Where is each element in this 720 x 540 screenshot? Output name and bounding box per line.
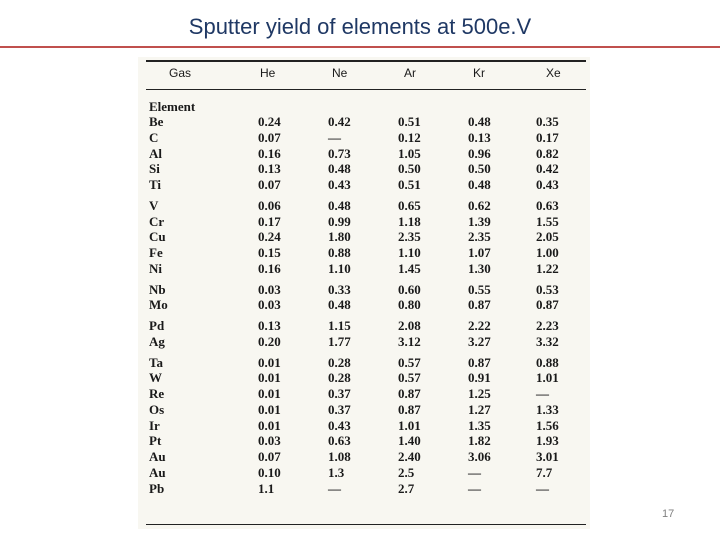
header-he: He (260, 66, 276, 80)
he-yield-cell: 0.01 (258, 401, 281, 417)
table-row (138, 418, 590, 434)
xe-yield-cell: 3.32 (536, 333, 559, 349)
kr-yield-cell: 0.87 (468, 354, 491, 370)
xe-yield-cell: 2.05 (536, 229, 559, 245)
ne-yield-cell: 0.37 (328, 386, 351, 401)
table-row (138, 334, 590, 350)
sputter-yield-table (138, 57, 590, 529)
table-row (138, 229, 590, 245)
ar-yield-cell: 0.60 (398, 281, 421, 297)
xe-yield-cell: 1.55 (536, 213, 559, 229)
element-cell: Cu (149, 229, 166, 245)
table-bottom-rule (146, 524, 586, 525)
ar-yield-cell: 2.35 (398, 229, 421, 245)
element-cell: Ti (149, 177, 162, 192)
element-cell: Os (149, 401, 165, 417)
ne-yield-cell: 1.3 (328, 464, 345, 480)
he-yield-cell: 0.20 (258, 333, 281, 349)
xe-yield-cell: — (536, 386, 549, 401)
kr-yield-cell: 0.91 (468, 370, 491, 386)
header-ne: Ne (332, 66, 348, 80)
ne-yield-cell: 0.43 (328, 177, 351, 192)
table-row (138, 114, 590, 130)
page-number: 17 (662, 508, 675, 520)
table-header-row (138, 66, 590, 84)
kr-yield-cell: 1.82 (468, 433, 491, 449)
ne-yield-cell: — (328, 129, 341, 145)
element-cell: Al (149, 145, 162, 161)
table-row (138, 130, 590, 146)
xe-yield-cell: 1.93 (536, 433, 559, 449)
kr-yield-cell: 0.13 (468, 129, 491, 145)
ne-yield-cell: — (328, 480, 341, 496)
ar-yield-cell: 0.65 (398, 197, 421, 213)
table-row (138, 318, 590, 334)
he-yield-cell: 0.01 (258, 386, 281, 401)
element-cell: Pt (149, 433, 162, 449)
he-yield-cell: 0.13 (258, 161, 281, 177)
he-yield-cell: 0.17 (258, 213, 281, 229)
ar-yield-cell: 1.10 (398, 245, 421, 260)
ar-yield-cell: 1.40 (398, 433, 421, 449)
element-cell: Ta (149, 354, 163, 370)
element-cell: W (149, 370, 162, 386)
kr-yield-cell: 2.22 (468, 318, 491, 333)
ne-yield-cell: 0.43 (328, 417, 351, 433)
table-body (138, 114, 590, 496)
ne-yield-cell: 0.28 (328, 354, 351, 370)
xe-yield-cell: 0.53 (536, 281, 559, 297)
he-yield-cell: 0.01 (258, 417, 281, 433)
ne-yield-cell: 0.48 (328, 197, 351, 213)
kr-yield-cell: 3.27 (468, 333, 491, 349)
kr-yield-cell: 1.07 (468, 245, 491, 260)
kr-yield-cell: 1.25 (468, 386, 491, 401)
ne-yield-cell: 1.10 (328, 260, 351, 276)
kr-yield-cell: 0.48 (468, 177, 491, 192)
element-cell: Ag (149, 333, 165, 349)
ar-yield-cell: 2.5 (398, 464, 415, 480)
ar-yield-cell: 1.01 (398, 417, 421, 433)
header-kr: Kr (473, 66, 485, 80)
ne-yield-cell: 0.33 (328, 281, 351, 297)
kr-yield-cell: 1.27 (468, 401, 491, 417)
he-yield-cell: 0.16 (258, 145, 281, 161)
xe-yield-cell: 0.88 (536, 354, 559, 370)
xe-yield-cell: 0.43 (536, 177, 559, 192)
ne-yield-cell: 1.77 (328, 333, 351, 349)
table-row (138, 261, 590, 277)
table-row (138, 370, 590, 386)
ne-yield-cell: 0.63 (328, 433, 351, 449)
he-yield-cell: 1.1 (258, 480, 275, 496)
element-cell: C (149, 129, 159, 145)
ar-yield-cell: 0.51 (398, 114, 421, 129)
xe-yield-cell: 0.82 (536, 145, 559, 161)
he-yield-cell: 0.24 (258, 114, 281, 129)
ar-yield-cell: 1.45 (398, 260, 421, 276)
kr-yield-cell: 0.87 (468, 297, 491, 313)
he-yield-cell: 0.03 (258, 281, 281, 297)
xe-yield-cell: — (536, 480, 549, 496)
he-yield-cell: 0.15 (258, 245, 281, 260)
ar-yield-cell: 0.12 (398, 129, 421, 145)
xe-yield-cell: 0.63 (536, 197, 559, 213)
table-row (138, 161, 590, 177)
he-yield-cell: 0.07 (258, 177, 281, 192)
ne-yield-cell: 1.80 (328, 229, 351, 245)
he-yield-cell: 0.01 (258, 354, 281, 370)
xe-yield-cell: 1.00 (536, 245, 559, 260)
element-cell: Cr (149, 213, 165, 229)
ar-yield-cell: 2.40 (398, 449, 421, 464)
table-row (138, 465, 590, 481)
element-cell: Ni (149, 260, 162, 276)
xe-yield-cell: 3.01 (536, 449, 559, 464)
element-cell: Pd (149, 318, 165, 333)
ne-yield-cell: 0.48 (328, 161, 351, 177)
kr-yield-cell: 0.96 (468, 145, 491, 161)
he-yield-cell: 0.06 (258, 197, 281, 213)
element-column-caption: Element (149, 99, 196, 114)
table-row (138, 146, 590, 162)
table-row (138, 481, 590, 497)
xe-yield-cell: 2.23 (536, 318, 559, 333)
ne-yield-cell: 0.28 (328, 370, 351, 386)
table-row (138, 297, 590, 313)
header-gas: Gas (169, 66, 192, 80)
ar-yield-cell: 2.7 (398, 480, 415, 496)
ar-yield-cell: 1.05 (398, 145, 421, 161)
he-yield-cell: 0.24 (258, 229, 281, 245)
he-yield-cell: 0.03 (258, 297, 281, 313)
he-yield-cell: 0.03 (258, 433, 281, 449)
kr-yield-cell: — (468, 464, 481, 480)
kr-yield-cell: 2.35 (468, 229, 491, 245)
xe-yield-cell: 0.87 (536, 297, 559, 313)
ne-yield-cell: 0.73 (328, 145, 351, 161)
he-yield-cell: 0.07 (258, 129, 281, 145)
table-row (138, 282, 590, 298)
element-cell: Re (149, 386, 165, 401)
table-row (138, 449, 590, 465)
he-yield-cell: 0.07 (258, 449, 281, 464)
kr-yield-cell: 1.35 (468, 417, 491, 433)
ne-yield-cell: 0.99 (328, 213, 351, 229)
ne-yield-cell: 0.37 (328, 401, 351, 417)
element-cell: Mo (149, 297, 168, 313)
table-row (138, 355, 590, 371)
ar-yield-cell: 1.18 (398, 213, 421, 229)
element-cell: Ir (149, 417, 160, 433)
kr-yield-cell: 0.62 (468, 197, 491, 213)
kr-yield-cell: 1.30 (468, 260, 491, 276)
ne-yield-cell: 0.42 (328, 114, 351, 129)
header-xe: Xe (546, 66, 561, 80)
ar-yield-cell: 0.57 (398, 370, 421, 386)
element-cell: Pb (149, 480, 165, 496)
kr-yield-cell: 0.48 (468, 114, 491, 129)
header-ar: Ar (404, 66, 416, 80)
ne-yield-cell: 1.15 (328, 318, 351, 333)
xe-yield-cell: 1.01 (536, 370, 559, 386)
kr-yield-cell: 0.50 (468, 161, 491, 177)
table-row (138, 214, 590, 230)
element-cell: Si (149, 161, 160, 177)
xe-yield-cell: 1.33 (536, 401, 559, 417)
title-divider (0, 46, 720, 48)
xe-yield-cell: 0.42 (536, 161, 559, 177)
element-cell: Au (149, 464, 166, 480)
he-yield-cell: 0.10 (258, 464, 281, 480)
element-cell: Nb (149, 281, 166, 297)
xe-yield-cell: 1.22 (536, 260, 559, 276)
table-header-rule (146, 89, 586, 90)
ne-yield-cell: 0.48 (328, 297, 351, 313)
ar-yield-cell: 0.87 (398, 386, 421, 401)
table-row (138, 433, 590, 449)
ar-yield-cell: 0.57 (398, 354, 421, 370)
table-row (138, 402, 590, 418)
kr-yield-cell: — (468, 480, 481, 496)
table-row (138, 177, 590, 193)
slide-title: Sputter yield of elements at 500e.V (188, 14, 532, 39)
element-cell: Au (149, 449, 166, 464)
table-top-rule (146, 60, 586, 62)
ne-yield-cell: 0.88 (328, 245, 351, 260)
element-cell: Fe (149, 245, 163, 260)
table-row (138, 386, 590, 402)
element-cell: V (149, 197, 159, 213)
ar-yield-cell: 0.87 (398, 401, 421, 417)
he-yield-cell: 0.13 (258, 318, 281, 333)
xe-yield-cell: 0.17 (536, 129, 559, 145)
ar-yield-cell: 3.12 (398, 333, 421, 349)
element-cell: Be (149, 114, 164, 129)
ar-yield-cell: 0.50 (398, 161, 421, 177)
ne-yield-cell: 1.08 (328, 449, 351, 464)
table-row (138, 245, 590, 261)
xe-yield-cell: 1.56 (536, 417, 559, 433)
table-row (138, 198, 590, 214)
xe-yield-cell: 0.35 (536, 114, 559, 129)
he-yield-cell: 0.16 (258, 260, 281, 276)
kr-yield-cell: 3.06 (468, 449, 491, 464)
ar-yield-cell: 2.08 (398, 318, 421, 333)
xe-yield-cell: 7.7 (536, 464, 553, 480)
kr-yield-cell: 0.55 (468, 281, 491, 297)
ar-yield-cell: 0.51 (398, 177, 421, 192)
kr-yield-cell: 1.39 (468, 213, 491, 229)
ar-yield-cell: 0.80 (398, 297, 421, 313)
he-yield-cell: 0.01 (258, 370, 281, 386)
